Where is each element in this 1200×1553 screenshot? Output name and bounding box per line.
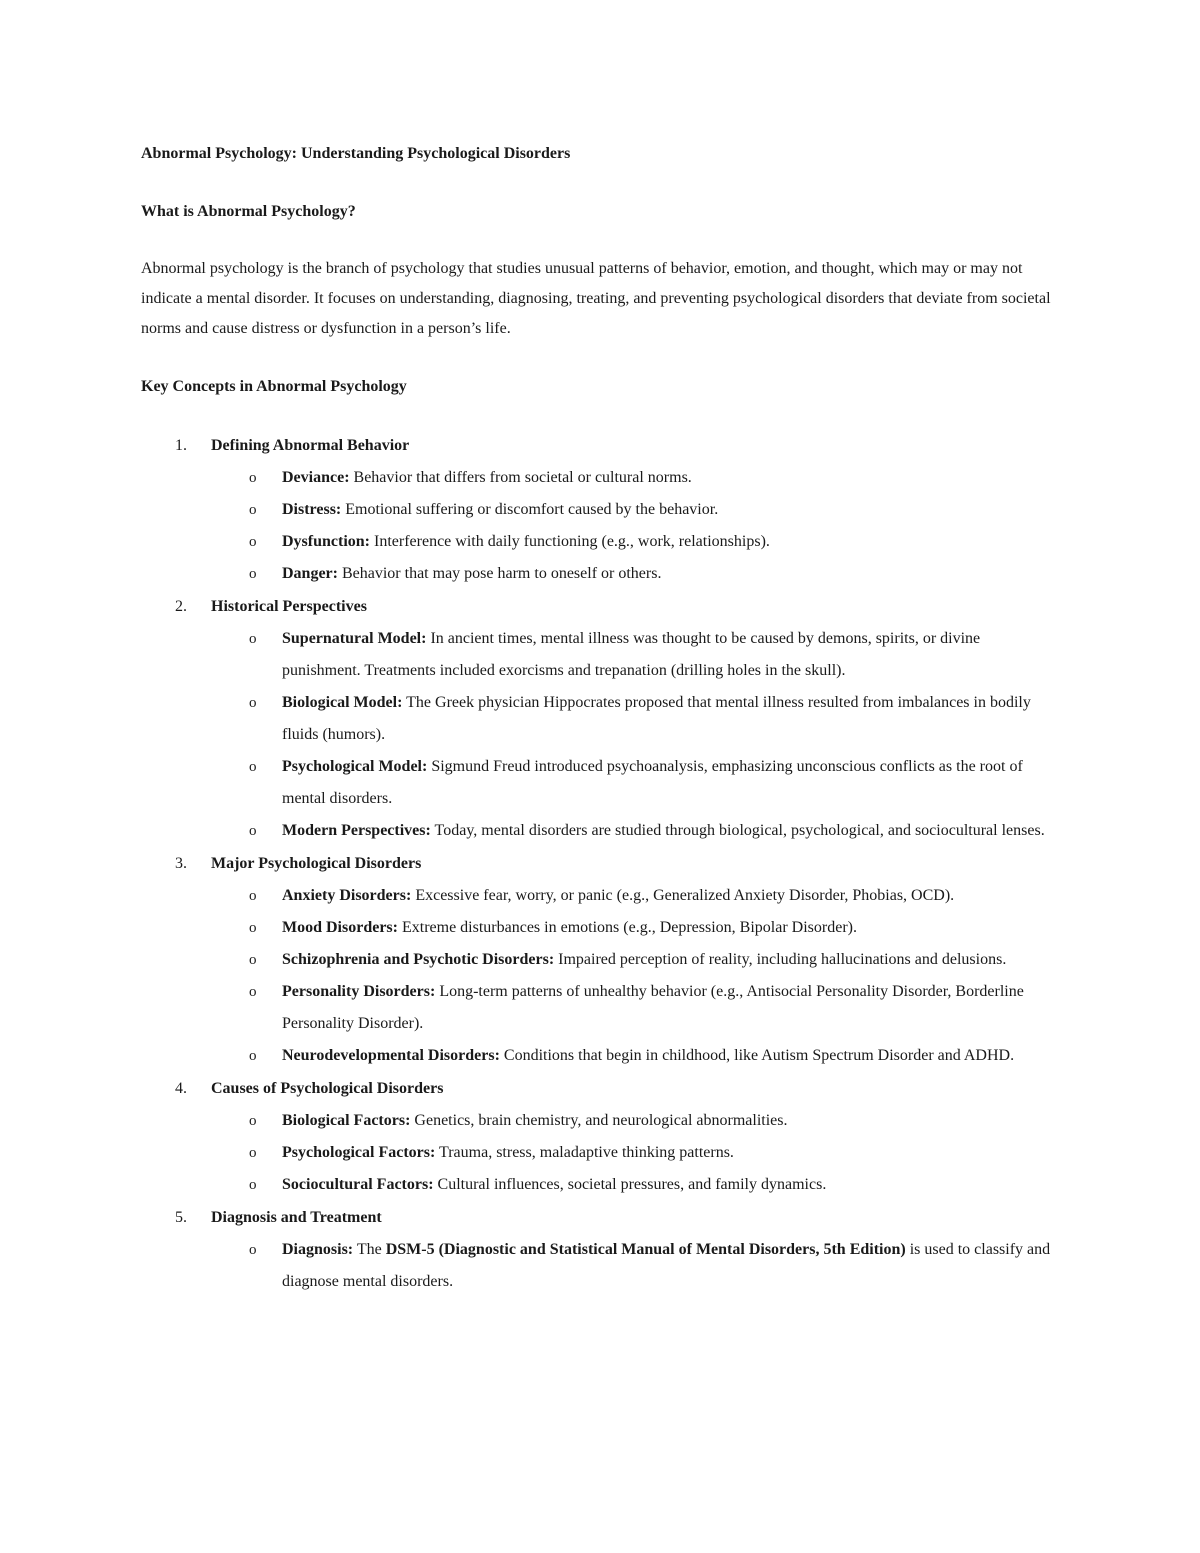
spacer [141, 169, 1061, 196]
list-item [211, 751, 1061, 815]
section-heading: Defining Abnormal Behavior [211, 437, 410, 454]
item-text: Genetics, brain chemistry, and neurological abnormalities. [410, 1112, 788, 1129]
bullet-icon: o [249, 1113, 257, 1129]
sections-list [141, 429, 1061, 1298]
item-label: Biological Factors: [282, 1112, 411, 1129]
item-label: Anxiety Disorders: [282, 887, 412, 904]
item-text-after: is used to classify and diagnose mental disorders. [282, 1241, 1051, 1290]
bullet-icon: o [249, 631, 257, 647]
item-bold-inline: DSM-5 (Diagnostic and Statistical Manual of Mental Disorders, 5th Edition) [385, 1241, 906, 1258]
item-label: Psychological Model: [282, 758, 428, 775]
section-items [211, 1105, 1061, 1201]
item-label: Diagnosis: [282, 1241, 354, 1258]
section-number: 3. [175, 855, 187, 872]
what-heading: What is Abnormal Psychology? [141, 203, 356, 220]
section-4 [141, 1072, 1061, 1201]
section-items [211, 1234, 1061, 1298]
item-text: Behavior that may pose harm to oneself or others. [337, 565, 662, 582]
bullet-icon: o [249, 534, 257, 550]
list-item [211, 815, 1061, 847]
list-item [211, 462, 1061, 494]
list-item [211, 526, 1061, 558]
spacer [141, 227, 1061, 254]
item-label: Neurodevelopmental Disorders: [282, 1047, 500, 1064]
list-item [211, 1169, 1061, 1201]
section-number: 5. [175, 1209, 187, 1226]
section-items [211, 623, 1061, 847]
item-label: Dysfunction: [282, 533, 371, 550]
section-heading: Diagnosis and Treatment [211, 1209, 382, 1226]
item-label: Distress: [282, 501, 342, 518]
section-3 [141, 847, 1061, 1072]
item-label: Psychological Factors: [282, 1144, 436, 1161]
list-item [211, 976, 1061, 1040]
item-text: Long-term patterns of unhealthy behavior (e.g., Antisocial Personality Disorder, Borderline Personality Disorder). [282, 983, 1024, 1032]
spacer [141, 402, 1061, 429]
bullet-icon: o [249, 1048, 257, 1064]
section-number: 4. [175, 1080, 187, 1097]
list-item [211, 880, 1061, 912]
key-concepts-heading: Key Concepts in Abnormal Psychology [141, 378, 407, 395]
list-item [211, 687, 1061, 751]
bullet-icon: o [249, 759, 257, 775]
item-text: Cultural influences, societal pressures, and family dynamics. [433, 1176, 827, 1193]
list-item [211, 1137, 1061, 1169]
bullet-icon: o [249, 888, 257, 904]
item-text: Impaired perception of reality, including hallucinations and delusions. [554, 951, 1007, 968]
item-text: Interference with daily functioning (e.g., work, relationships). [370, 533, 770, 550]
item-text: Trauma, stress, maladaptive thinking patterns. [435, 1144, 734, 1161]
item-label: Mood Disorders: [282, 919, 398, 936]
item-label: Supernatural Model: [282, 630, 427, 647]
bullet-icon: o [249, 1177, 257, 1193]
item-text: The Greek physician Hippocrates proposed that mental illness resulted from imbalances in bodily fluids (humors). [282, 694, 1031, 743]
list-item [211, 1040, 1061, 1072]
item-text: Sigmund Freud introduced psychoanalysis, emphasizing unconscious conflicts as the root of mental disorders. [282, 758, 1023, 807]
item-text: Conditions that begin in childhood, like Autism Spectrum Disorder and ADHD. [499, 1047, 1015, 1064]
bullet-icon: o [249, 1242, 257, 1258]
bullet-icon: o [249, 984, 257, 1000]
document-body [141, 138, 1061, 1298]
item-text: Excessive fear, worry, or panic (e.g., Generalized Anxiety Disorder, Phobias, OCD). [411, 887, 955, 904]
item-text: In ancient times, mental illness was thought to be caused by demons, spirits, or divine punishment. Treatments included exorcisms and trepanation (drilling holes in the skull). [282, 630, 981, 679]
spacer [141, 344, 1061, 371]
list-item [211, 494, 1061, 526]
bullet-icon: o [249, 1145, 257, 1161]
list-item [211, 912, 1061, 944]
section-heading: Historical Perspectives [211, 598, 367, 615]
item-text: Today, mental disorders are studied through biological, psychological, and sociocultural lenses. [430, 822, 1045, 839]
section-number: 2. [175, 598, 187, 615]
item-label: Personality Disorders: [282, 983, 436, 1000]
bullet-icon: o [249, 470, 257, 486]
section-heading: Major Psychological Disorders [211, 855, 422, 872]
section-number: 1. [175, 437, 187, 454]
bullet-icon: o [249, 695, 257, 711]
item-text: The [353, 1241, 386, 1258]
section-5 [141, 1201, 1061, 1298]
section-heading: Causes of Psychological Disorders [211, 1080, 444, 1097]
list-item [211, 558, 1061, 590]
section-2 [141, 590, 1061, 847]
item-label: Deviance: [282, 469, 350, 486]
item-label: Modern Perspectives: [282, 822, 431, 839]
list-item [211, 623, 1061, 687]
item-label: Schizophrenia and Psychotic Disorders: [282, 951, 555, 968]
list-item [211, 944, 1061, 976]
bullet-icon: o [249, 920, 257, 936]
section-items [211, 880, 1061, 1072]
section-items [211, 462, 1061, 590]
item-label: Sociocultural Factors: [282, 1176, 434, 1193]
list-item [211, 1105, 1061, 1137]
document-title: Abnormal Psychology: Understanding Psychological Disorders [141, 145, 571, 162]
item-label: Biological Model: [282, 694, 403, 711]
item-label: Danger: [282, 565, 338, 582]
bullet-icon: o [249, 566, 257, 582]
bullet-icon: o [249, 502, 257, 518]
list-item [211, 1234, 1061, 1298]
bullet-icon: o [249, 952, 257, 968]
bullet-icon: o [249, 823, 257, 839]
item-text: Emotional suffering or discomfort caused by the behavior. [341, 501, 719, 518]
item-text: Behavior that differs from societal or cultural norms. [349, 469, 692, 486]
intro-paragraph: Abnormal psychology is the branch of psychology that studies unusual patterns of behavior, emotion, and thought, which may or may not indicate a mental disorder. It focuses on understanding, diagnosing, treating, and preventing psychological disorders that deviate from societal norms and cause distress or dysfunction in a person’s life. [141, 260, 1051, 337]
section-1 [141, 429, 1061, 590]
item-text: Extreme disturbances in emotions (e.g., Depression, Bipolar Disorder). [397, 919, 857, 936]
